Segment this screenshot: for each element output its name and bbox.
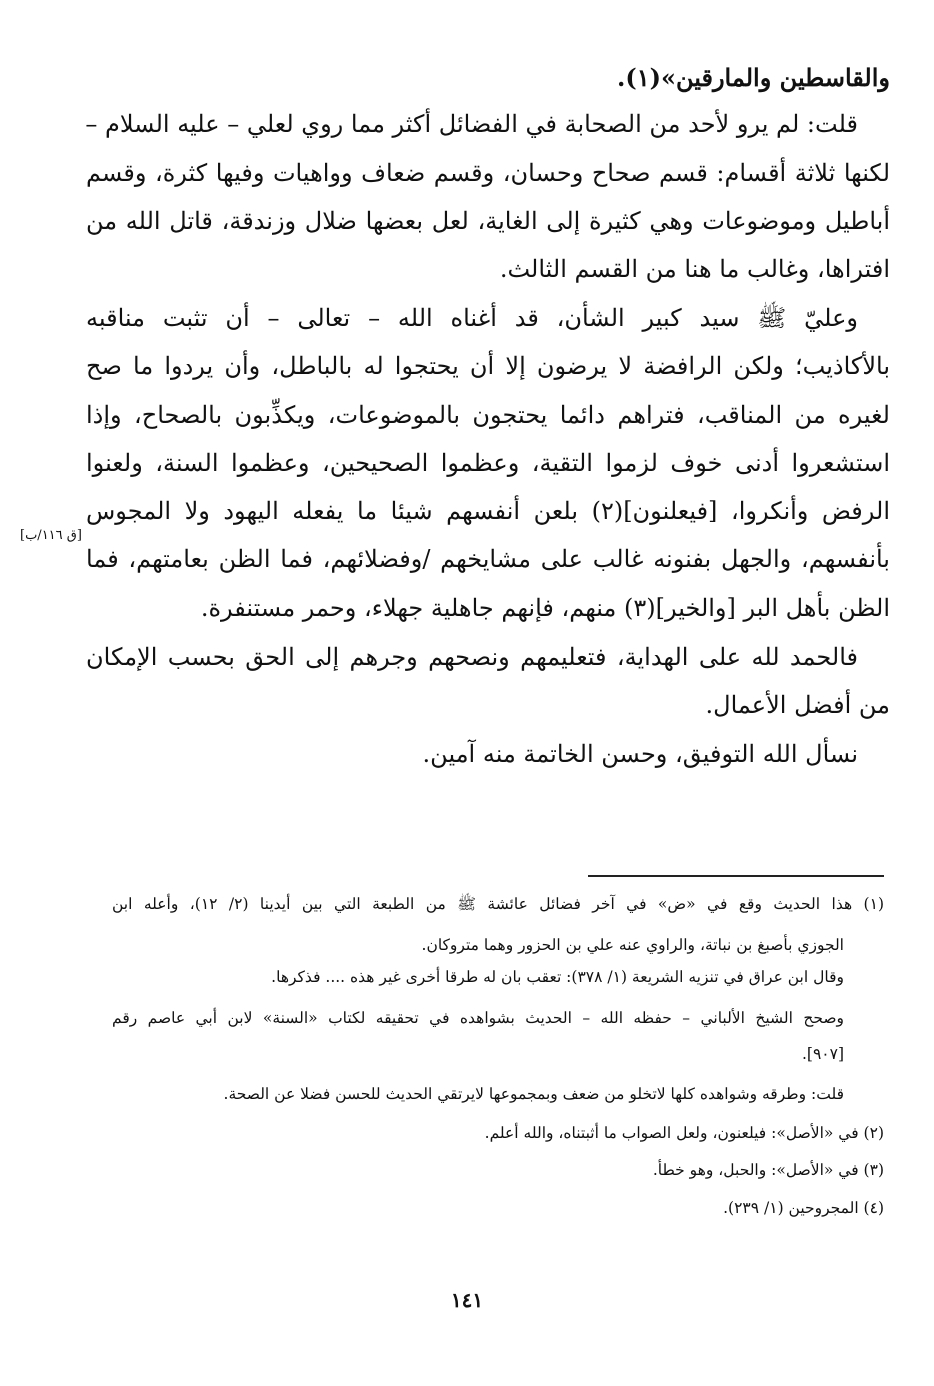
footnote-1-line-4: وصحح الشيخ الألباني – حفظه الله – الحديث بشواهده في تحقيقه لكتاب «السنة» لابن أبي عاصم رقم — [112, 1009, 844, 1027]
page-number: ١٤١ — [450, 1288, 484, 1312]
footnote-1-line-3: وقال ابن عراق في تنزيه الشريعة (١/ ٣٧٨): تعقب بان له طرقا أخرى غير هذه .... فذكرها. — [271, 968, 844, 986]
text-line-14: من أفضل الأعمال. — [705, 691, 890, 719]
manuscript-folio-note: [ق ١١٦/ب] — [20, 528, 82, 543]
footnote-1-line-6: قلت: وطرقه وشواهده كلها لاتخلو من ضعف وبمجموعها لايرتقي الحديث للحسن فضلا عن الصحة. — [223, 1085, 844, 1103]
footnote-2: (٢) في «الأصل»: فيلعنون، ولعل الصواب ما أثبتناه، والله أعلم. — [484, 1124, 884, 1142]
footnote-3: (٣) في «الأصل»: والحبل، وهو خطأ. — [652, 1161, 884, 1179]
text-line-12: الظن بأهل البر [والخير](٣) منهم، فإنهم جاهلية جهلاء، وحمر مستنفرة. — [200, 594, 890, 622]
text-line-1: والقاسطين والمارقين»(١). — [617, 63, 890, 92]
footnote-4: (٤) المجروحين (١/ ٢٣٩). — [723, 1199, 884, 1217]
text-line-8: لغيره من المناقب، فتراهم دائما يحتجون بالموضوعات، ويكذِّبون بالصحاح، وإذا — [86, 401, 890, 429]
text-line-7: بالأكاذيب؛ ولكن الرافضة لا يرضون إلا أن يحتجوا له بالباطل، وأن يردوا ما صح — [86, 352, 890, 380]
text-line-11: بأنفسهم، والجهل بفنونه غالب على مشايخهم /وفضلائهم، فما الظن بعامتهم، فما — [86, 545, 890, 573]
text-line-15: نسأل الله التوفيق، وحسن الخاتمة منه آمين. — [422, 740, 858, 768]
text-line-10: الرفض وأنكروا، [فيعلنون](٢) بلعن أنفسهم شيئا ما يفعله اليهود ولا المجوس — [86, 497, 891, 525]
footnote-1-line-5: [٩٠٧]. — [801, 1045, 844, 1063]
text-line-6: وعليّ ﷺ سيد كبير الشأن، قد أغناه الله – تعالى – أن تثبت مناقبه — [86, 304, 858, 332]
text-line-5: افتراها، وغالب ما هنا من القسم الثالث. — [499, 255, 890, 283]
text-line-3: لكنها ثلاثة أقسام: قسم صحاح وحسان، وقسم ضعاف وواهيات وفيها كثرة، وقسم — [86, 159, 891, 187]
text-line-4: أباطيل وموضوعات وهي كثيرة إلى الغاية، لعل بعضها ضلال وزندقة، قاتل الله من — [86, 207, 890, 235]
text-line-2: قلت: لم يرو لأحد من الصحابة في الفضائل أكثر مما روي لعلي – عليه السلام – — [85, 110, 858, 138]
text-line-9: استشعروا أدنى خوف لزموا التقية، وعظموا الصحيحين، وعظموا السنة، ولعنوا — [86, 449, 890, 477]
footnote-separator — [588, 875, 884, 877]
text-line-13: فالحمد لله على الهداية، فتعليمهم ونصحهم وجرهم إلى الحق بحسب الإمكان — [86, 643, 858, 671]
footnote-1-line-1: (١) هذا الحديث وقع في «ض» في آخر فضائل عائشة ﷺ من الطبعة التي بين أيدينا (٢/ ١٢)، وأعله ابن — [112, 895, 884, 913]
footnote-1-line-2: الجوزي بأصبغ بن نباتة، والراوي عنه علي بن الحزور وهما متروكان. — [421, 936, 844, 954]
